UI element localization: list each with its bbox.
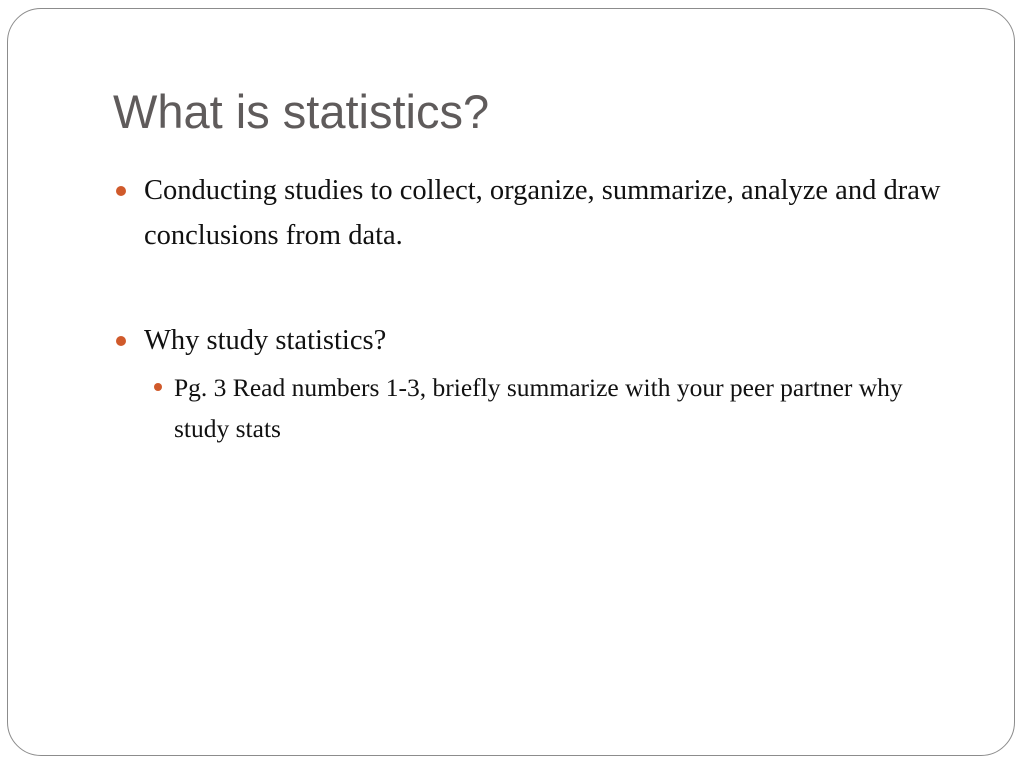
bullet-item xyxy=(144,318,964,363)
sub-bullet-text: Pg. 3 Read numbers 1-3, briefly summarize with your peer partner why study stats xyxy=(174,373,903,443)
bullet-text: Why study statistics? xyxy=(144,325,387,356)
slide-title: What is statistics? xyxy=(113,85,490,138)
bullet-text: Conducting studies to collect, organize, summarize, analyze and draw conclusions from data. xyxy=(144,175,941,251)
bullet-item xyxy=(144,168,964,258)
bullet-dot-icon xyxy=(116,186,126,196)
bullet-dot-icon xyxy=(154,383,162,391)
sub-bullet-item xyxy=(174,367,934,449)
bullet-dot-icon xyxy=(116,336,126,346)
